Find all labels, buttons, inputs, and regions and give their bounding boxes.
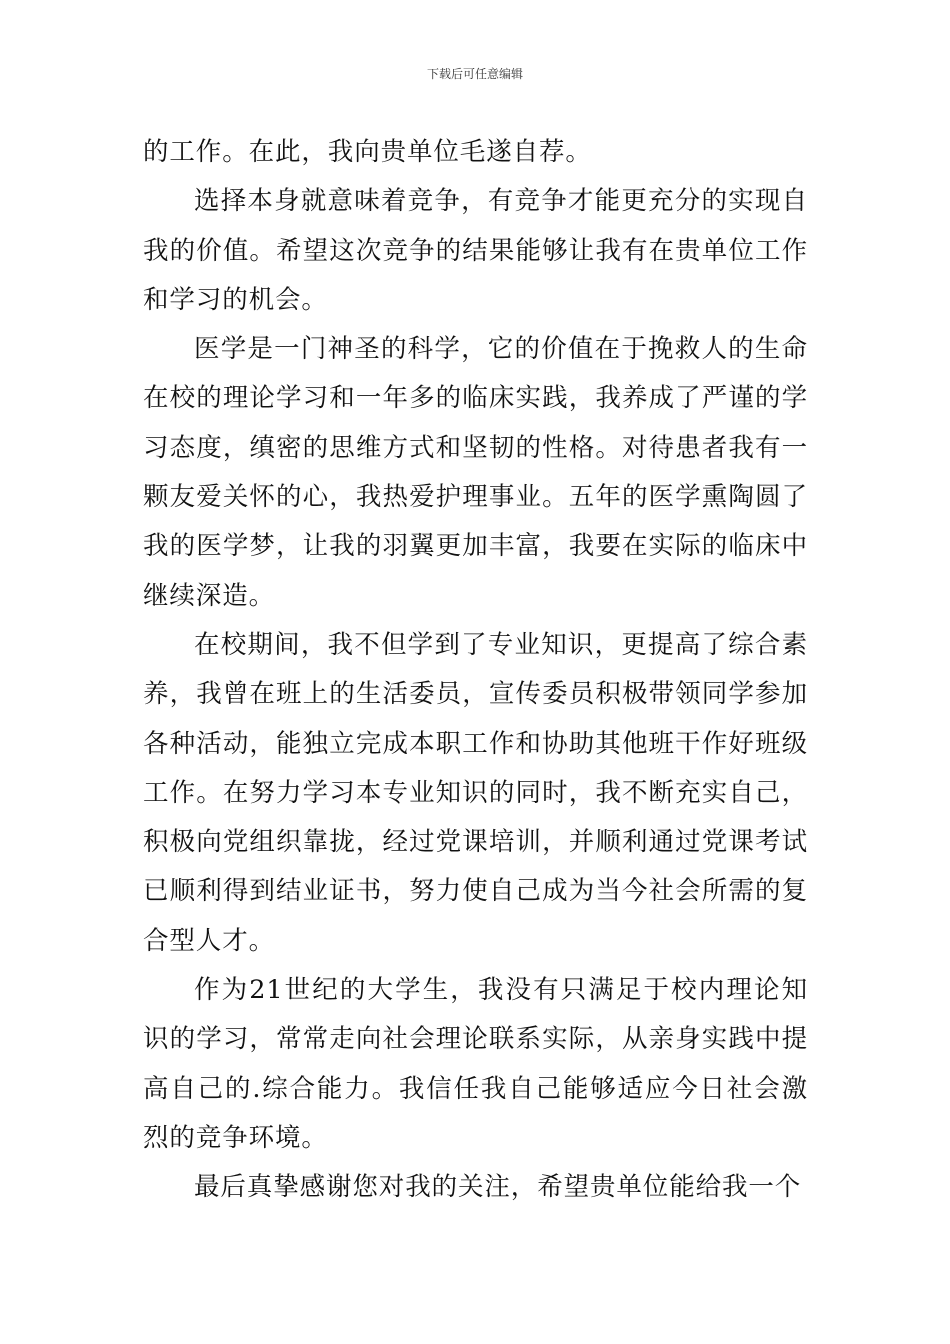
paragraph: 在校期间，我不但学到了专业知识，更提高了综合素养，我曾在班上的生活委员，宣传委员积极带领同学参加各种活动，能独立完成本职工作和协助其他班干作好班级工作。在努力学习本专业知识的同时，我不断充实自己，积极向党组织靠拢，经过党课培训，并顺利通过党课考试已顺利得到结业证书，努力使自己成为当今社会所需的复合型人才。: [143, 629, 808, 956]
document-body: [143, 128, 808, 1213]
page-header: 下载后可任意编辑: [426, 67, 523, 81]
paragraph: 作为21世纪的大学生，我没有只满足于校内理论知识的学习，常常走向社会理论联系实际，从亲身实践中提高自己的.综合能力。我信任我自己能够适应今日社会激烈的竞争环境。: [143, 975, 808, 1153]
paragraph-continuation: 的工作。在此，我向贵单位毛遂自荐。: [143, 137, 592, 167]
paragraph: 选择本身就意味着竞争，有竞争才能更充分的实现自我的价值。希望这次竞争的结果能够让我有在贵单位工作和学习的机会。: [143, 186, 808, 315]
paragraph: 医学是一门神圣的科学，它的价值在于挽救人的生命在校的理论学习和一年多的临床实践，我养成了严谨的学习态度，缜密的思维方式和坚韧的性格。对待患者我有一颗友爱关怀的心，我热爱护理事业。五年的医学熏陶圆了我的医学梦，让我的羽翼更加丰富，我要在实际的临床中继续深造。: [143, 334, 808, 611]
paragraph: 最后真挚感谢您对我的关注，希望贵单位能给我一个: [194, 1172, 802, 1203]
